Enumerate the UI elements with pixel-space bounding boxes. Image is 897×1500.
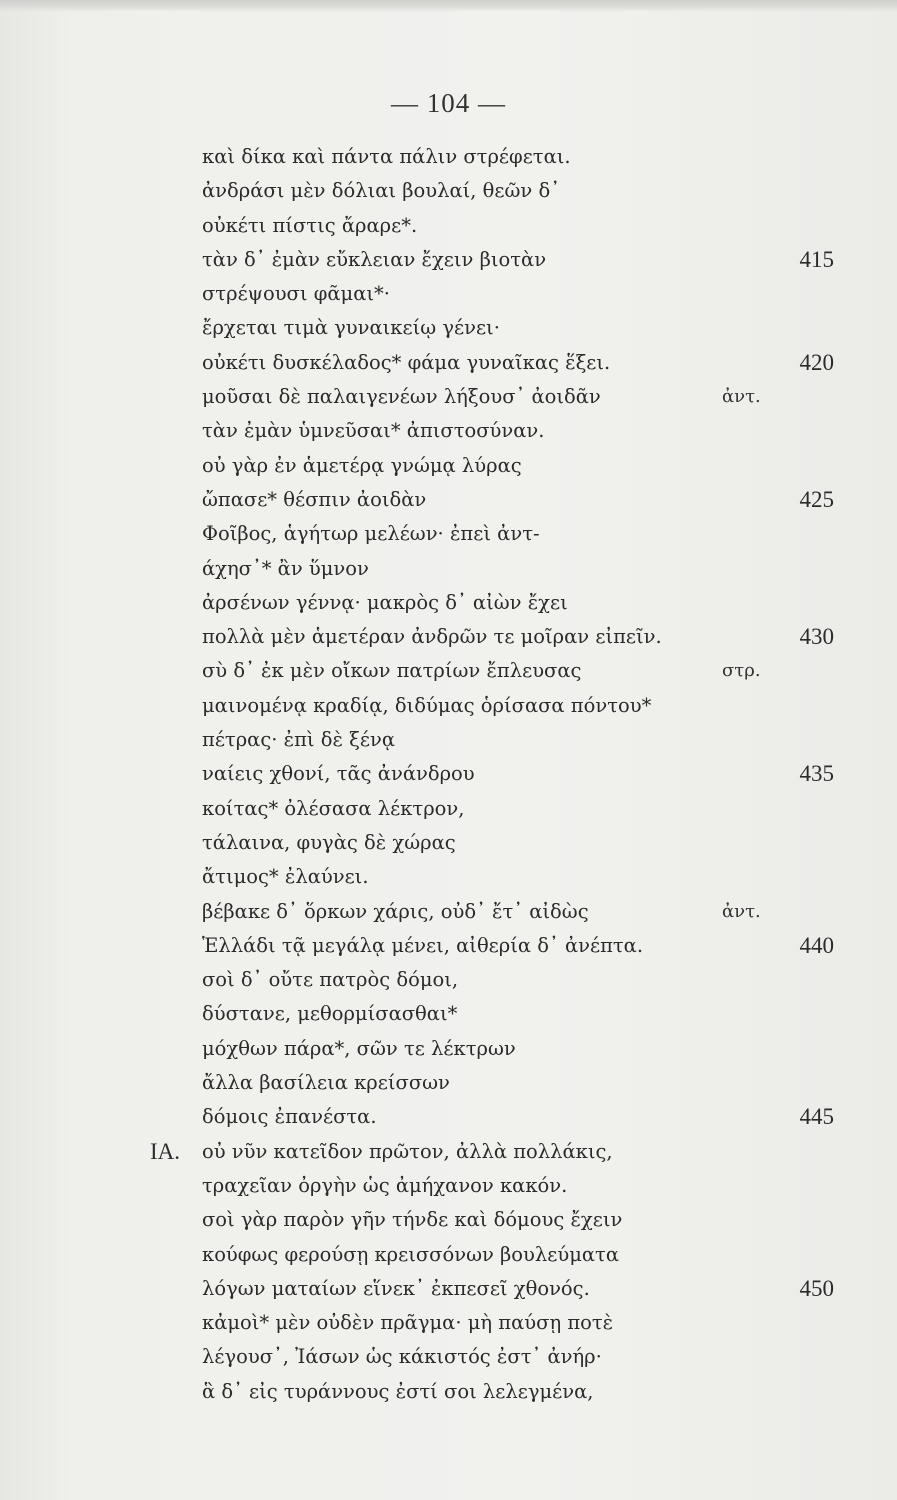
verse-text: ναίεις χθονί, τᾶς ἀνάνδρου: [202, 762, 475, 786]
verse-line: [0, 654, 897, 688]
line-number: 415: [799, 246, 834, 272]
line-number: 430: [799, 624, 834, 650]
verse-line: [0, 826, 897, 860]
verse-line: [0, 757, 897, 791]
verse-text: δόμοις ἐπανέστα.: [202, 1105, 377, 1129]
strophe-marker: ἀντ.: [722, 900, 761, 922]
verse-line: [0, 1375, 897, 1409]
verse-lines: [0, 140, 897, 1409]
verse-line: [0, 792, 897, 826]
page-top-edge: [0, 0, 897, 12]
verse-line: [0, 209, 897, 243]
verse-text: σοὶ γὰρ παρὸν γῆν τήνδε καὶ δόμους ἔχειν: [202, 1208, 623, 1232]
line-number: 445: [799, 1104, 834, 1130]
verse-text: ἃ δ᾿ εἰς τυράννους ἐστί σοι λελεγμένα,: [202, 1379, 594, 1403]
verse-text: τραχεῖαν ὀργὴν ὡς ἀμήχανον κακόν.: [202, 1173, 568, 1197]
verse-text: κοίτας* ὀλέσασα λέκτρον,: [202, 796, 465, 820]
verse-text: κούφως φερούσῃ κρεισσόνων βουλεύματα: [202, 1242, 620, 1266]
verse-text: οὐκέτι δυσκέλαδος* φάμα γυναῖκας ἕξει.: [202, 350, 611, 374]
verse-line: [0, 414, 897, 448]
speaker-label: ΙΑ.: [150, 1138, 181, 1164]
verse-text: ἔρχεται τιμὰ γυναικείῳ γένει·: [202, 316, 500, 340]
verse-text: βέβακε δ᾿ ὅρκων χάρις, οὐδ᾿ ἔτ᾿ αἰδὼς: [202, 899, 589, 923]
verse-line: [0, 277, 897, 311]
verse-text: τάλαινα, φυγὰς δὲ χώρας: [202, 830, 456, 854]
verse-text: τὰν δ᾿ ἐμὰν εὔκλειαν ἔχειν βιοτὰν: [202, 247, 547, 271]
verse-line: [0, 963, 897, 997]
verse-line: [0, 174, 897, 208]
verse-line: [0, 243, 897, 277]
verse-line: [0, 552, 897, 586]
verse-line: [0, 895, 897, 929]
verse-text: ὤπασε* θέσπιν ἀοιδὰν: [202, 487, 427, 511]
verse-line: [0, 311, 897, 345]
verse-text: στρέψουσι φᾶμαι*·: [202, 282, 390, 306]
verse-text: άχησ᾿* ἂν ὕμνον: [202, 556, 369, 580]
verse-text: ἀνδράσι μὲν δόλιαι βουλαί, θεῶν δ᾿: [202, 179, 560, 203]
verse-line: [0, 1306, 897, 1340]
verse-line: [0, 689, 897, 723]
verse-line: [0, 140, 897, 174]
verse-text: ἄτιμος* ἐλαύνει.: [202, 865, 369, 889]
line-number: 425: [799, 486, 834, 512]
verse-text: οὐ γὰρ ἐν ἁμετέρᾳ γνώμᾳ λύρας: [202, 453, 522, 477]
verse-text: πολλὰ μὲν ἁμετέραν ἀνδρῶν τε μοῖραν εἰπεῖν.: [202, 625, 662, 649]
verse-line: [0, 517, 897, 551]
line-number: 450: [799, 1275, 834, 1301]
verse-line: [0, 1100, 897, 1134]
verse-line: [0, 1135, 897, 1169]
verse-line: [0, 929, 897, 963]
verse-line: [0, 1238, 897, 1272]
verse-line: [0, 1032, 897, 1066]
verse-line: [0, 620, 897, 654]
verse-line: [0, 723, 897, 757]
verse-text: τὰν ἐμὰν ὑμνεῦσαι* ἀπιστοσύναν.: [202, 419, 545, 443]
verse-text: μοῦσαι δὲ παλαιγενέων λήξουσ᾿ ἀοιδᾶν: [202, 385, 601, 409]
verse-line: [0, 449, 897, 483]
verse-text: μαινομένᾳ κραδίᾳ, διδύμας ὁρίσασα πόντου*: [202, 693, 652, 717]
verse-line: [0, 1169, 897, 1203]
verse-text: σὺ δ᾿ ἐκ μὲν οἴκων πατρίων ἔπλευσας: [202, 659, 582, 683]
verse-line: [0, 380, 897, 414]
line-number: 440: [799, 932, 834, 958]
verse-text: καὶ δίκα καὶ πάντα πάλιν στρέφεται.: [202, 145, 571, 168]
verse-line: [0, 483, 897, 517]
verse-line: [0, 346, 897, 380]
verse-line: [0, 1340, 897, 1374]
verse-text: σοὶ δ᾿ οὔτε πατρὸς δόμοι,: [202, 968, 459, 992]
line-number: 435: [799, 761, 834, 787]
verse-text: οὐκέτι πίστις ἄραρε*.: [202, 213, 418, 237]
verse-line: [0, 997, 897, 1031]
verse-text: πέτρας· ἐπὶ δὲ ξένᾳ: [202, 728, 396, 752]
verse-text: λέγουσ᾿, Ἰάσων ὡς κάκιστός ἐστ᾿ ἀνήρ·: [202, 1345, 602, 1369]
verse-text: ἀρσένων γέννᾳ· μακρὸς δ᾿ αἰὼν ἔχει: [202, 590, 568, 614]
verse-line: [0, 860, 897, 894]
verse-text: οὐ νῦν κατεῖδον πρῶτον, ἀλλὰ πολλάκις,: [202, 1139, 613, 1163]
verse-line: [0, 1066, 897, 1100]
verse-text: ἄλλα βασίλεια κρείσσων: [202, 1071, 450, 1095]
strophe-marker: ἀντ.: [722, 386, 761, 408]
verse-text: Ἑλλάδι τᾷ μεγάλᾳ μένει, αἰθερία δ᾿ ἀνέπτα.: [202, 933, 644, 957]
verse-line: [0, 1272, 897, 1306]
verse-text: Φοῖβος, ἁγήτωρ μελέων· ἐπεὶ ἀντ-: [202, 522, 540, 546]
strophe-marker: στρ.: [722, 660, 761, 682]
verse-text: λόγων ματαίων εἵνεκ᾿ ἐκπεσεῖ χθονός.: [202, 1276, 590, 1300]
verse-text: κἀμοὶ* μὲν οὐδὲν πρᾶγμα· μὴ παύσῃ ποτὲ: [202, 1311, 614, 1335]
line-number: 420: [799, 349, 834, 375]
verse-line: [0, 1203, 897, 1237]
verse-line: [0, 586, 897, 620]
page-number: — 104 —: [391, 88, 506, 118]
verse-text: δύστανε, μεθορμίσασθαι*: [202, 1002, 458, 1026]
verse-text: μόχθων πάρα*, σῶν τε λέκτρων: [202, 1036, 516, 1060]
